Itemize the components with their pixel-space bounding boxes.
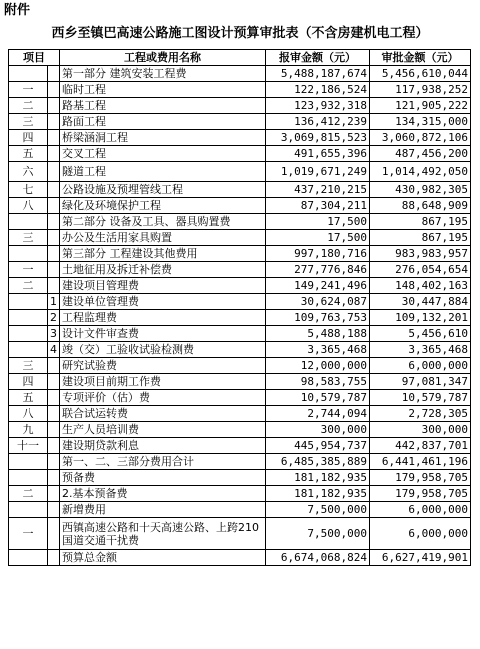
row-item-number: [9, 246, 48, 262]
row-name: 研究试验费: [60, 358, 266, 374]
row-name: 预备费: [60, 470, 266, 486]
row-item-number: [9, 502, 48, 518]
row-submitted-amount: 437,210,215: [266, 182, 370, 198]
row-sub-number: 1: [48, 294, 60, 310]
row-item-number: 一: [9, 82, 48, 98]
row-sub-number: [48, 246, 60, 262]
row-submitted-amount: 109,763,753: [266, 310, 370, 326]
row-name: 联合试运转费: [60, 406, 266, 422]
row-submitted-amount: 997,180,716: [266, 246, 370, 262]
row-item-number: 二: [9, 486, 48, 502]
row-submitted-amount: 5,488,188: [266, 326, 370, 342]
row-sub-number: [48, 550, 60, 566]
row-sub-number: [48, 358, 60, 374]
row-item-number: 九: [9, 422, 48, 438]
table-row: [9, 422, 471, 438]
row-item-number: 四: [9, 374, 48, 390]
row-sub-number: 3: [48, 326, 60, 342]
row-name: 办公及生活用家具购置: [60, 230, 266, 246]
row-name: 绿化及环境保护工程: [60, 198, 266, 214]
row-submitted-amount: 3,365,468: [266, 342, 370, 358]
row-submitted-amount: 277,776,846: [266, 262, 370, 278]
row-approved-amount: 6,000,000: [370, 502, 471, 518]
row-name: 桥梁涵洞工程: [60, 130, 266, 146]
table-row: [9, 326, 471, 342]
table-row: [9, 390, 471, 406]
table-row: [9, 198, 471, 214]
header-submitted-amount: 报审金额（元）: [266, 50, 370, 66]
table-row: [9, 114, 471, 130]
row-name: 生产人员培训费: [60, 422, 266, 438]
row-item-number: [9, 342, 48, 358]
row-submitted-amount: 181,182,935: [266, 486, 370, 502]
row-approved-amount: 179,958,705: [370, 470, 471, 486]
table-row: [9, 358, 471, 374]
table-row: [9, 66, 471, 82]
row-submitted-amount: 122,186,524: [266, 82, 370, 98]
row-sub-number: [48, 518, 60, 550]
row-sub-number: [48, 390, 60, 406]
row-item-number: [9, 470, 48, 486]
row-item-number: 十一: [9, 438, 48, 454]
row-item-number: 六: [9, 162, 48, 182]
row-approved-amount: 117,938,252: [370, 82, 471, 98]
row-approved-amount: 867,195: [370, 230, 471, 246]
row-submitted-amount: 7,500,000: [266, 518, 370, 550]
row-approved-amount: 134,315,000: [370, 114, 471, 130]
row-name: 工程监理费: [60, 310, 266, 326]
row-submitted-amount: 149,241,496: [266, 278, 370, 294]
table-row: [9, 294, 471, 310]
row-name: 西镇高速公路和十天高速公路、上跨210国道交通干扰费: [60, 518, 266, 550]
row-name: 预算总金额: [60, 550, 266, 566]
table-row: [9, 262, 471, 278]
row-submitted-amount: 1,019,671,249: [266, 162, 370, 182]
row-item-number: 三: [9, 230, 48, 246]
table-row: [9, 162, 471, 182]
row-submitted-amount: 181,182,935: [266, 470, 370, 486]
row-name: 第一部分 建筑安装工程费: [60, 66, 266, 82]
row-approved-amount: 97,081,347: [370, 374, 471, 390]
row-sub-number: [48, 214, 60, 230]
table-row: [9, 470, 471, 486]
row-approved-amount: 983,983,957: [370, 246, 471, 262]
row-approved-amount: 3,060,872,106: [370, 130, 471, 146]
row-item-number: 八: [9, 406, 48, 422]
row-sub-number: [48, 114, 60, 130]
row-approved-amount: 1,014,492,050: [370, 162, 471, 182]
row-name: 建设单位管理费: [60, 294, 266, 310]
row-submitted-amount: 136,412,239: [266, 114, 370, 130]
table-row: [9, 310, 471, 326]
row-approved-amount: 10,579,787: [370, 390, 471, 406]
table-row: [9, 502, 471, 518]
row-approved-amount: 3,365,468: [370, 342, 471, 358]
table-row: [9, 98, 471, 114]
table-row: [9, 278, 471, 294]
header-item: 项目: [9, 50, 60, 66]
table-row: [9, 406, 471, 422]
row-sub-number: [48, 278, 60, 294]
row-sub-number: [48, 82, 60, 98]
row-approved-amount: 121,905,222: [370, 98, 471, 114]
row-approved-amount: 867,195: [370, 214, 471, 230]
row-approved-amount: 442,837,701: [370, 438, 471, 454]
table-row: [9, 342, 471, 358]
row-sub-number: [48, 406, 60, 422]
row-name: 新增费用: [60, 502, 266, 518]
row-sub-number: [48, 470, 60, 486]
row-sub-number: [48, 182, 60, 198]
row-approved-amount: 300,000: [370, 422, 471, 438]
row-name: 公路设施及预埋管线工程: [60, 182, 266, 198]
row-name: 竣（交）工验收试验检测费: [60, 342, 266, 358]
row-submitted-amount: 17,500: [266, 230, 370, 246]
table-row: [9, 130, 471, 146]
table-row: [9, 82, 471, 98]
row-sub-number: [48, 230, 60, 246]
row-name: 设计文件审查费: [60, 326, 266, 342]
table-row: [9, 454, 471, 470]
row-sub-number: [48, 146, 60, 162]
row-submitted-amount: 7,500,000: [266, 502, 370, 518]
row-name: 第三部分 工程建设其他费用: [60, 246, 266, 262]
row-name: 第一、二、三部分费用合计: [60, 454, 266, 470]
table-row: [9, 550, 471, 566]
row-name: 交叉工程: [60, 146, 266, 162]
row-submitted-amount: 10,579,787: [266, 390, 370, 406]
row-approved-amount: 5,456,610,044: [370, 66, 471, 82]
row-sub-number: [48, 162, 60, 182]
row-item-number: 一: [9, 518, 48, 550]
row-item-number: [9, 66, 48, 82]
row-approved-amount: 430,982,305: [370, 182, 471, 198]
row-sub-number: [48, 98, 60, 114]
row-item-number: [9, 454, 48, 470]
row-name: 第二部分 设备及工具、器具购置费: [60, 214, 266, 230]
table-row: [9, 214, 471, 230]
row-approved-amount: 276,054,654: [370, 262, 471, 278]
row-item-number: 三: [9, 358, 48, 374]
row-item-number: 二: [9, 278, 48, 294]
budget-approval-table: [8, 49, 471, 566]
row-approved-amount: 148,402,163: [370, 278, 471, 294]
row-item-number: 七: [9, 182, 48, 198]
row-item-number: [9, 214, 48, 230]
row-approved-amount: 6,000,000: [370, 358, 471, 374]
row-sub-number: 2: [48, 310, 60, 326]
row-approved-amount: 5,456,610: [370, 326, 471, 342]
row-item-number: 一: [9, 262, 48, 278]
row-submitted-amount: 123,932,318: [266, 98, 370, 114]
row-name: 路面工程: [60, 114, 266, 130]
row-sub-number: [48, 438, 60, 454]
row-approved-amount: 2,728,305: [370, 406, 471, 422]
row-submitted-amount: 2,744,094: [266, 406, 370, 422]
row-item-number: 三: [9, 114, 48, 130]
row-submitted-amount: 30,624,087: [266, 294, 370, 310]
row-submitted-amount: 491,655,396: [266, 146, 370, 162]
table-row: [9, 374, 471, 390]
row-approved-amount: 6,000,000: [370, 518, 471, 550]
table-row: [9, 182, 471, 198]
row-item-number: 五: [9, 146, 48, 162]
row-item-number: [9, 294, 48, 310]
row-approved-amount: 6,441,461,196: [370, 454, 471, 470]
row-submitted-amount: 87,304,211: [266, 198, 370, 214]
row-name: 建设项目管理费: [60, 278, 266, 294]
row-name: 建设期贷款利息: [60, 438, 266, 454]
row-sub-number: [48, 66, 60, 82]
table-row: [9, 518, 471, 550]
row-name: 土地征用及拆迁补偿费: [60, 262, 266, 278]
table-row: [9, 146, 471, 162]
row-approved-amount: 109,132,201: [370, 310, 471, 326]
row-approved-amount: 30,447,884: [370, 294, 471, 310]
attachment-label: 附件: [4, 3, 31, 18]
row-name: 专项评价（估）费: [60, 390, 266, 406]
row-sub-number: [48, 198, 60, 214]
table-row: [9, 246, 471, 262]
table-row: [9, 486, 471, 502]
row-sub-number: 4: [48, 342, 60, 358]
row-submitted-amount: 3,069,815,523: [266, 130, 370, 146]
row-sub-number: [48, 454, 60, 470]
table-header-row: [9, 50, 471, 66]
row-item-number: 八: [9, 198, 48, 214]
row-submitted-amount: 6,674,068,824: [266, 550, 370, 566]
page-title: 西乡至镇巴高速公路施工图设计预算审批表（不含房建机电工程）: [51, 26, 429, 41]
row-item-number: [9, 310, 48, 326]
row-sub-number: [48, 262, 60, 278]
row-sub-number: [48, 374, 60, 390]
row-approved-amount: 88,648,909: [370, 198, 471, 214]
header-name: 工程或费用名称: [60, 50, 266, 66]
row-submitted-amount: 300,000: [266, 422, 370, 438]
row-submitted-amount: 98,583,755: [266, 374, 370, 390]
row-sub-number: [48, 422, 60, 438]
row-submitted-amount: 17,500: [266, 214, 370, 230]
row-name: 路基工程: [60, 98, 266, 114]
row-sub-number: [48, 130, 60, 146]
row-name: 建设项目前期工作费: [60, 374, 266, 390]
row-name: 临时工程: [60, 82, 266, 98]
row-submitted-amount: 6,485,385,889: [266, 454, 370, 470]
row-submitted-amount: 5,488,187,674: [266, 66, 370, 82]
header-approved-amount: 审批金额（元）: [370, 50, 471, 66]
row-sub-number: [48, 502, 60, 518]
row-approved-amount: 487,456,200: [370, 146, 471, 162]
row-approved-amount: 6,627,419,901: [370, 550, 471, 566]
row-item-number: 二: [9, 98, 48, 114]
row-item-number: 四: [9, 130, 48, 146]
row-submitted-amount: 445,954,737: [266, 438, 370, 454]
row-approved-amount: 179,958,705: [370, 486, 471, 502]
row-item-number: 五: [9, 390, 48, 406]
row-item-number: [9, 326, 48, 342]
table-row: [9, 438, 471, 454]
row-sub-number: [48, 486, 60, 502]
row-item-number: [9, 550, 48, 566]
row-name: 2.基本预备费: [60, 486, 266, 502]
row-name: 隧道工程: [60, 162, 266, 182]
row-submitted-amount: 12,000,000: [266, 358, 370, 374]
table-row: [9, 230, 471, 246]
